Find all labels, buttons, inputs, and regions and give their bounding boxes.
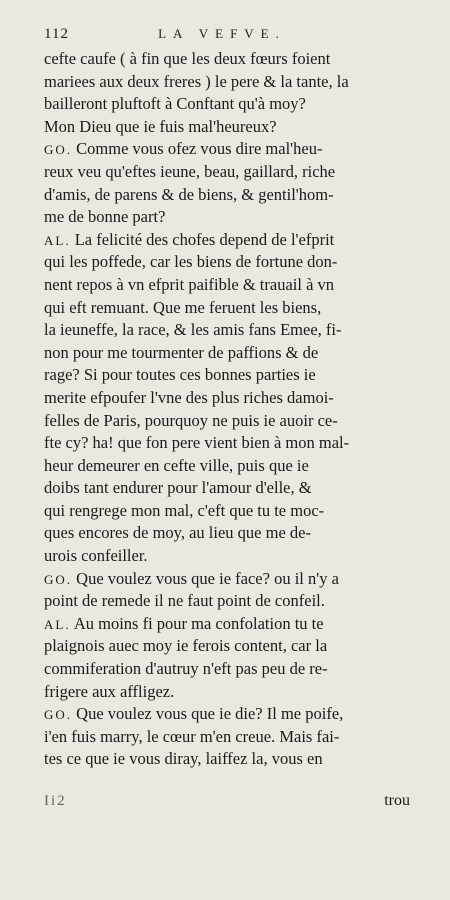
line-text: Mon Dieu que ie fuis mal'heureux? — [44, 116, 277, 136]
text-line — [44, 48, 420, 71]
text-line — [44, 500, 420, 523]
line-text: Comme vous ofez vous dire mal'heu- — [76, 139, 323, 159]
text-line — [44, 297, 420, 320]
speaker-label: GO. — [44, 142, 73, 158]
line-text: Que voulez vous que ie die? Il me poife, — [76, 704, 344, 724]
text-line — [44, 229, 420, 252]
line-text: ques encores de moy, au lieu que me de- — [44, 523, 311, 543]
line-text: d'amis, de parens & de biens, & gentil'hom- — [44, 184, 334, 204]
line-text: la ieuneffe, la race, & les amis fans Emee, fi- — [44, 320, 342, 340]
catchword: trou — [384, 792, 410, 809]
line-text: fte cy? ha! que fon pere vient bien à mon mal- — [44, 433, 350, 453]
line-text: tes ce que ie vous diray, laiffez la, vous en — [44, 749, 323, 769]
line-text: doibs tant endurer pour l'amour d'elle, & — [44, 478, 312, 498]
text-line — [44, 274, 420, 297]
text-line — [44, 590, 420, 613]
text-line — [44, 658, 420, 681]
running-title: LA VEFVE. — [158, 26, 286, 41]
text-line — [44, 161, 420, 184]
line-text: merite efpoufer l'vne des plus riches damoi- — [44, 387, 334, 407]
text-line — [44, 116, 420, 139]
line-text: felles de Paris, pourquoy ne puis ie auoir ce- — [44, 410, 338, 430]
line-text: i'en fuis marry, le cœur m'en creue. Mais fai- — [44, 726, 340, 746]
signature-mark: Ii2 — [44, 793, 67, 809]
text-line — [44, 477, 420, 500]
line-text: Au moins fi pour ma confolation tu te — [73, 613, 324, 633]
text-line — [44, 522, 420, 545]
text-line — [44, 568, 420, 591]
line-text: urois confeiller. — [44, 546, 148, 566]
text-line — [44, 410, 420, 433]
text-line — [44, 184, 420, 207]
line-text: qui eft remuant. Que me feruent les biens, — [44, 297, 322, 317]
text-line — [44, 635, 420, 658]
text-line — [44, 206, 420, 229]
line-text: qui rengrege mon mal, c'eft que tu te moc- — [44, 500, 325, 520]
text-line — [44, 613, 420, 636]
line-text: La felicité des chofes depend de l'efprit — [74, 229, 335, 249]
page-footer — [44, 790, 410, 812]
page-header — [44, 26, 410, 43]
text-line — [44, 681, 420, 704]
line-text: heur demeurer en cefte ville, puis que ie — [44, 455, 309, 475]
speaker-label: AL. — [44, 232, 71, 248]
text-line — [44, 703, 420, 726]
text-line — [44, 71, 420, 94]
line-text: Que voulez vous que ie face? ou il n'y a — [76, 568, 339, 588]
line-text: nent repos à vn efprit paifible & trauail à vn — [44, 274, 335, 294]
line-text: bailleront pluftoft à Conftant qu'à moy? — [44, 94, 306, 114]
text-line — [44, 251, 420, 274]
text-line — [44, 342, 420, 365]
text-line — [44, 726, 420, 749]
body-text — [44, 48, 420, 771]
line-text: non pour me tourmenter de paffions & de — [44, 342, 319, 362]
line-text: qui les poffede, car les biens de fortune don- — [44, 252, 338, 272]
text-line — [44, 387, 420, 410]
text-line — [44, 748, 420, 771]
text-line — [44, 364, 420, 387]
speaker-label: GO. — [44, 707, 73, 723]
page-number: 112 — [44, 26, 69, 42]
text-line — [44, 455, 420, 478]
line-text: me de bonne part? — [44, 207, 166, 227]
speaker-label: AL. — [44, 616, 71, 632]
line-text: rage? Si pour toutes ces bonnes parties ie — [44, 365, 316, 385]
line-text: reux veu qu'eftes ieune, beau, gaillard, riche — [44, 161, 336, 181]
line-text: frigere aux affligez. — [44, 681, 175, 701]
text-line — [44, 432, 420, 455]
text-line — [44, 545, 420, 568]
line-text: plaignois auec moy ie ferois content, car la — [44, 636, 328, 656]
text-line — [44, 319, 420, 342]
text-line — [44, 93, 420, 116]
line-text: mariees aux deux freres ) le pere & la tante, la — [44, 71, 349, 91]
line-text: cefte caufe ( à fin que les deux fœurs foient — [44, 49, 331, 68]
text-line — [44, 138, 420, 161]
line-text: commiferation d'autruy n'eft pas peu de re- — [44, 659, 328, 679]
speaker-label: GO. — [44, 571, 73, 587]
line-text: point de remede il ne faut point de confeil. — [44, 591, 325, 611]
